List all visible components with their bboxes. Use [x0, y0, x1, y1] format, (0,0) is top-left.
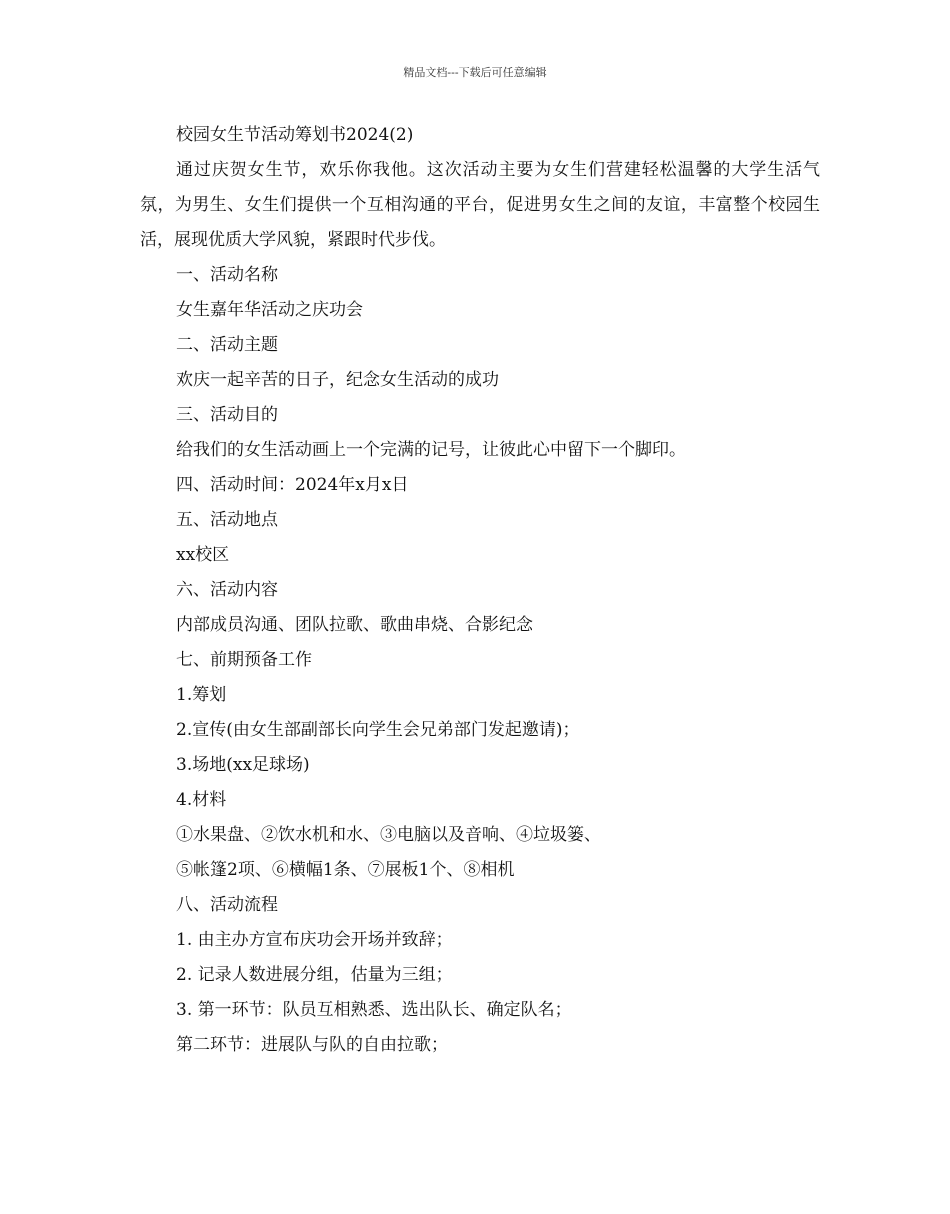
body-line: xx校区 [176, 545, 230, 565]
section-heading-name: 一、活动名称 [176, 265, 278, 285]
list-item: 2. 记录人数进展分组，估量为三组； [176, 965, 453, 985]
section-heading-process: 八、活动流程 [176, 895, 278, 915]
body-line: 女生嘉年华活动之庆功会 [176, 300, 363, 320]
section-heading-purpose: 三、活动目的 [176, 405, 278, 425]
list-item: 3.场地(xx足球场) [176, 755, 310, 775]
document-body [140, 118, 820, 1063]
body-line: ⑤帐篷2项、⑥横幅1条、⑦展板1个、⑧相机 [176, 860, 515, 880]
page-header: 精品文档---下载后可任意编辑 [403, 66, 547, 79]
list-item: 1. 由主办方宣布庆功会开场并致辞； [176, 930, 453, 950]
list-item: 2.宣传(由女生部副部长向学生会兄弟部门发起邀请)； [176, 720, 580, 740]
body-line: 内部成员沟通、团队拉歌、歌曲串烧、合影纪念 [176, 615, 533, 635]
section-heading-theme: 二、活动主题 [176, 335, 278, 355]
body-line: 第二环节：进展队与队的自由拉歌； [176, 1035, 448, 1055]
section-heading-preparation: 七、前期预备工作 [176, 650, 312, 670]
section-heading-location: 五、活动地点 [176, 510, 278, 530]
body-line: 给我们的女生活动画上一个完满的记号，让彼此心中留下一个脚印。 [176, 440, 686, 460]
section-heading-time: 四、活动时间：2024年x月x日 [176, 475, 409, 495]
list-item: 3. 第一环节：队员互相熟悉、选出队长、确定队名； [176, 1000, 572, 1020]
section-heading-content: 六、活动内容 [176, 580, 278, 600]
list-item: 4.材料 [176, 790, 227, 810]
body-line: ①水果盘、②饮水机和水、③电脑以及音响、④垃圾篓、 [176, 825, 601, 845]
document-title: 校园女生节活动筹划书2024(2) [176, 125, 414, 145]
body-line: 欢庆一起辛苦的日子，纪念女生活动的成功 [176, 370, 499, 390]
list-item: 1.筹划 [176, 685, 227, 705]
intro-paragraph: 通过庆贺女生节，欢乐你我他。这次活动主要为女生们营建轻松温馨的大学生活气氛，为男生、女生们提供一个互相沟通的平台，促进男女生之间的友谊，丰富整个校园生活，展现优质大学风貌，紧跟时代步伐。 [140, 160, 820, 250]
